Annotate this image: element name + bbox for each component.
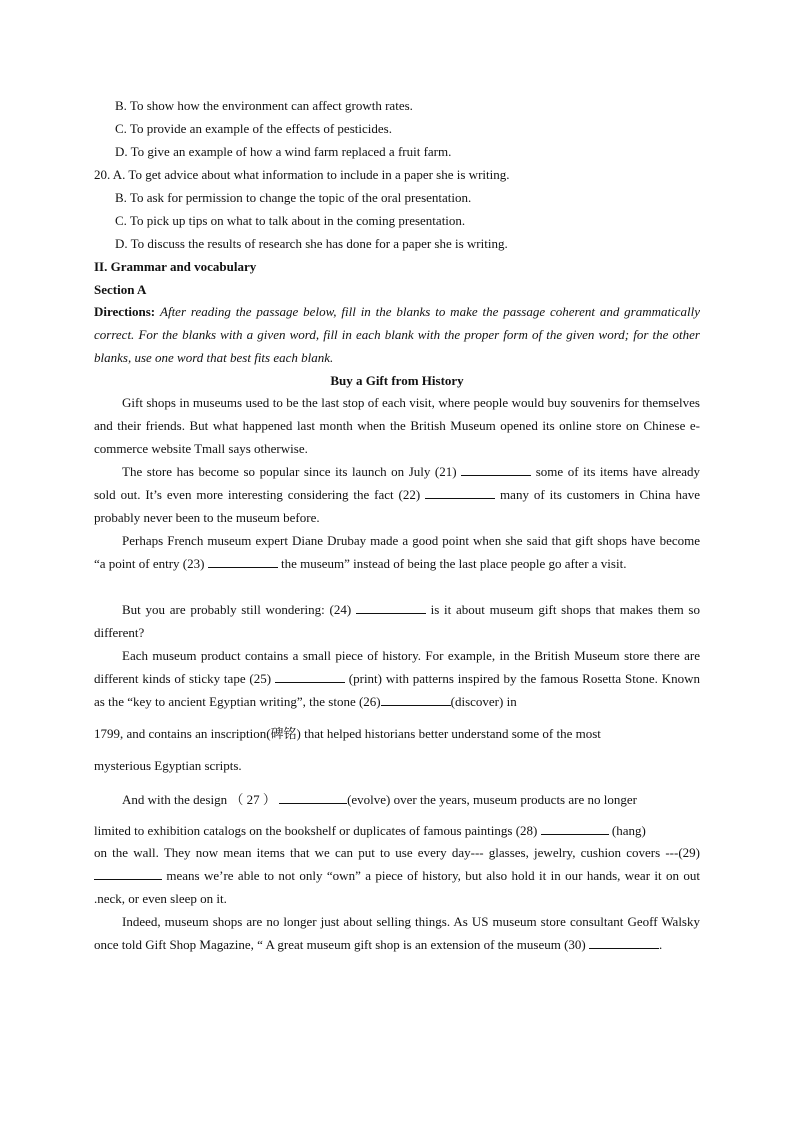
- q19-option-d: D. To give an example of how a wind farm replaced a fruit farm.: [115, 144, 452, 159]
- paragraph-3: Perhaps French museum expert Diane Drubay made a good point when she said that gift shops have become “a point of entry (23) the museum” instead of being the last place people go after a visit.: [94, 533, 700, 571]
- blank-23[interactable]: [208, 555, 278, 568]
- passage-title: Buy a Gift from History: [330, 373, 464, 388]
- section-subheading: Section A: [94, 282, 147, 297]
- blank-28[interactable]: [541, 822, 609, 835]
- blank-25[interactable]: [275, 670, 345, 683]
- paragraph-7: Indeed, museum shops are no longer just about selling things. As US museum store consultant Geoff Walsky once told Gift Shop Magazine, “ A great museum gift shop is an extension of the museum (30) .: [94, 914, 700, 952]
- paragraph-1: Gift shops in museums used to be the last stop of each visit, where people would buy souvenirs for themselves and their friends. But what happened last month when the British Museum opened its online store on Chinese e-commerce website Tmall says otherwise.: [94, 395, 700, 456]
- paragraph-6-rest: on the wall. They now mean items that we can put to use every day--- glasses, jewelry, cushion covers ---(29) means we’re able to not only “own” a piece of history, but also hold it in our hands, wear it on out .neck, or even sleep on it.: [94, 845, 700, 906]
- directions-label: Directions:: [94, 304, 156, 319]
- blank-27[interactable]: [279, 791, 347, 804]
- paragraph-4: But you are probably still wondering: (24) is it about museum gift shops that makes them so different?: [94, 602, 700, 640]
- directions: [94, 300, 700, 369]
- paragraph-6-line-2: limited to exhibition catalogs on the bookshelf or duplicates of famous paintings (28) (hang): [94, 823, 646, 838]
- section-heading: II. Grammar and vocabulary: [94, 259, 257, 274]
- paragraph-6-line-1: And with the design （ 27 ） (evolve) over the years, museum products are no longer: [122, 792, 637, 807]
- blank-30[interactable]: [589, 936, 659, 949]
- blank-24[interactable]: [356, 601, 426, 614]
- paragraph-5-line-5: mysterious Egyptian scripts.: [94, 758, 242, 773]
- q20-option-c: C. To pick up tips on what to talk about in the coming presentation.: [115, 213, 466, 228]
- q20-option-d: D. To discuss the results of research she has done for a paper she is writing.: [115, 236, 508, 251]
- blank-22[interactable]: [425, 486, 495, 499]
- q19-option-c: C. To provide an example of the effects of pesticides.: [115, 121, 392, 136]
- paragraph-5-line-4: 1799, and contains an inscription(碑铭) that helped historians better understand some of the most: [94, 726, 601, 741]
- blank-21[interactable]: [461, 463, 531, 476]
- paragraph-5: Each museum product contains a small piece of history. For example, in the British Museum store there are different kinds of sticky tape (25) (print) with patterns inspired by the famous Rosetta Stone. Known as the “key to ancient Egyptian writing”, the stone (26) (discover) in: [94, 648, 700, 709]
- blank-26[interactable]: [381, 693, 451, 706]
- blank-29[interactable]: [94, 867, 162, 880]
- paragraph-2: The store has become so popular since its launch on July (21) some of its items have already sold out. It’s even more interesting considering the fact (22) many of its customers in China have probably never been to the museum before.: [94, 464, 700, 525]
- directions-text: After reading the passage below, fill in the blanks to make the passage coherent and grammatically correct. For the blanks with a given word, fill in each blank with the proper form of the given word; for the other blanks, use one word that best fits each blank.: [94, 304, 701, 365]
- q19-option-b: B. To show how the environment can affect growth rates.: [115, 98, 413, 113]
- q20-option-a: 20. A. To get advice about what information to include in a paper she is writing.: [94, 167, 510, 182]
- q20-option-b: B. To ask for permission to change the topic of the oral presentation.: [115, 190, 472, 205]
